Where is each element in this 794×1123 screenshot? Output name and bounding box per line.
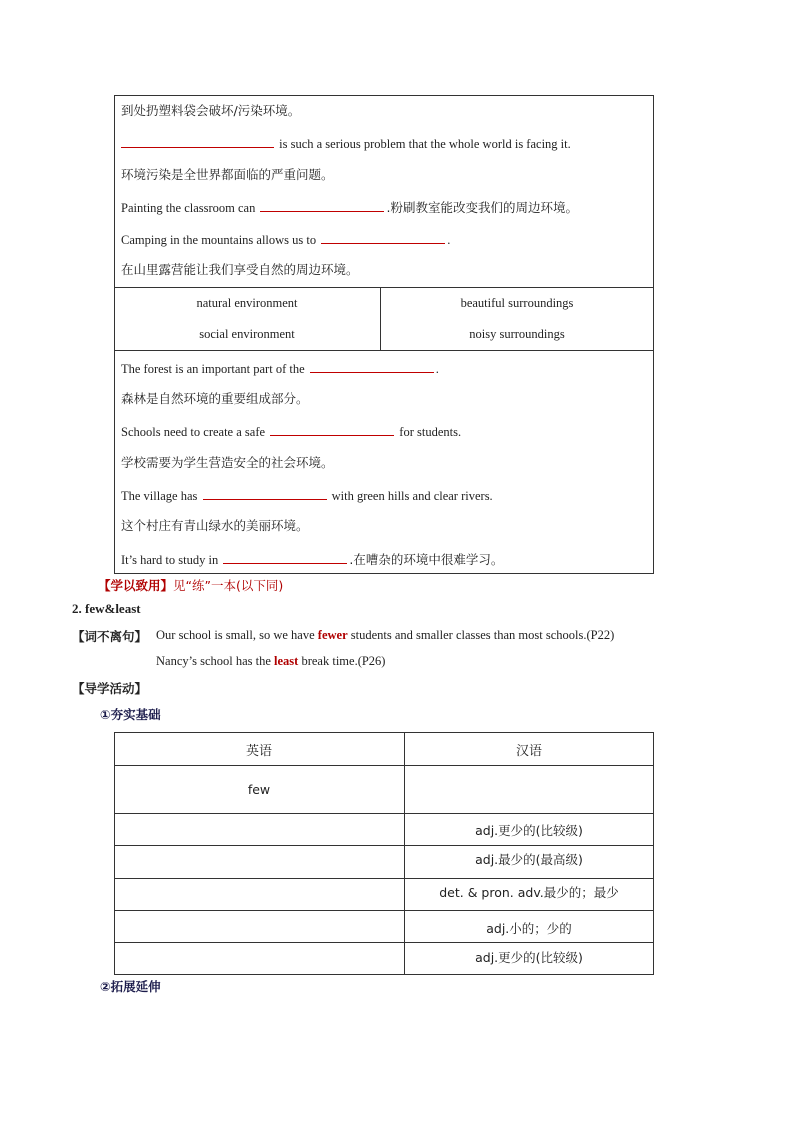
fill-blank[interactable] <box>121 135 274 148</box>
example-2-key: least <box>274 654 299 668</box>
fill-blank[interactable] <box>310 360 434 373</box>
box1-line-4 <box>121 199 578 216</box>
section-heading: 2. few&least <box>72 601 141 616</box>
fill-blank[interactable] <box>321 231 445 244</box>
table-cell-en: few <box>247 782 271 797</box>
box3-line-2: 森林是自然环境的重要组成部分。 <box>121 391 309 406</box>
table-header-english: 英语 <box>245 744 272 759</box>
example-label: 【词不离句】 <box>72 629 148 644</box>
example-sentence-2 <box>156 653 385 669</box>
box3-line-1-text: The forest is an important part of the <box>121 362 305 376</box>
vocab-left-1: natural environment <box>196 296 298 310</box>
apply-text: 见“练”一本(以下同) <box>173 578 284 593</box>
box3-line-5 <box>121 487 493 504</box>
example-2-post: break time.(P26) <box>298 654 386 668</box>
activity-label: 【导学活动】 <box>72 681 148 696</box>
box3-line-3 <box>121 423 461 440</box>
box1-line-5 <box>121 231 450 248</box>
box1-line-6: 在山里露营能让我们享受自然的周边环境。 <box>121 262 359 277</box>
example-1-post: students and smaller classes than most schools.(P22) <box>347 628 615 642</box>
example-1-key: fewer <box>317 628 348 642</box>
example-2-pre: Nancy’s school has the <box>156 654 275 668</box>
box3-line-4: 学校需要为学生营造安全的社会环境。 <box>121 455 334 470</box>
box3-line-1-end: . <box>435 362 439 376</box>
apply-note <box>98 576 283 594</box>
box1-line-5-text: Camping in the mountains allows us to <box>121 233 317 247</box>
subheading-basics: ①夯实基础 <box>100 707 161 722</box>
box1-line-4-cn: .粉刷教室能改变我们的周边环境。 <box>386 200 578 215</box>
table-cell-zh: adj.更少的(比较级) <box>475 823 583 838</box>
fill-blank[interactable] <box>203 487 327 500</box>
box3-line-5-end: with green hills and clear rivers. <box>331 489 493 503</box>
box1-line-1: 到处扔塑料袋会破坏/污染环境。 <box>121 103 301 118</box>
box1-line-4-text: Painting the classroom can <box>121 201 256 215</box>
box1-line-2 <box>121 135 571 152</box>
vocab-right-2: noisy surroundings <box>469 327 565 341</box>
example-sentence-1 <box>156 627 614 643</box>
box3-line-6: 这个村庄有青山绿水的美丽环境。 <box>121 518 309 533</box>
box3-line-5-text: The village has <box>121 489 198 503</box>
table-cell-zh: det. & pron. adv.最少的；最少 <box>439 885 619 900</box>
fill-blank[interactable] <box>260 199 384 212</box>
sentence-box-environment <box>114 95 654 288</box>
box3-line-3-text: Schools need to create a safe <box>121 425 266 439</box>
table-cell-zh: adj.最少的(最高级) <box>475 852 583 867</box>
box1-line-5-end: . <box>447 233 451 247</box>
vocab-right-1: beautiful surroundings <box>460 296 574 310</box>
fill-blank[interactable] <box>223 551 347 564</box>
apply-label: 【学以致用】 <box>98 578 174 593</box>
subheading-extension: ②拓展延伸 <box>100 979 161 994</box>
box3-line-7 <box>121 551 503 568</box>
fill-blank[interactable] <box>270 423 394 436</box>
example-1-pre: Our school is small, so we have <box>156 628 318 642</box>
box3-line-1 <box>121 360 439 377</box>
table-cell-zh: adj.更少的(比较级) <box>475 950 583 965</box>
table-header-chinese: 汉语 <box>515 744 542 759</box>
table-cell-zh: adj.小的；少的 <box>486 921 572 936</box>
box3-line-7-cn: .在嘈杂的环境中很难学习。 <box>349 552 504 567</box>
box1-line-3: 环境污染是全世界都面临的严重问题。 <box>121 167 334 182</box>
box3-line-7-text: It’s hard to study in <box>121 553 219 567</box>
vocab-left-2: social environment <box>199 327 295 341</box>
box3-line-3-end: for students. <box>399 425 462 439</box>
box1-line-2-text: is such a serious problem that the whole world is facing it. <box>279 137 571 151</box>
